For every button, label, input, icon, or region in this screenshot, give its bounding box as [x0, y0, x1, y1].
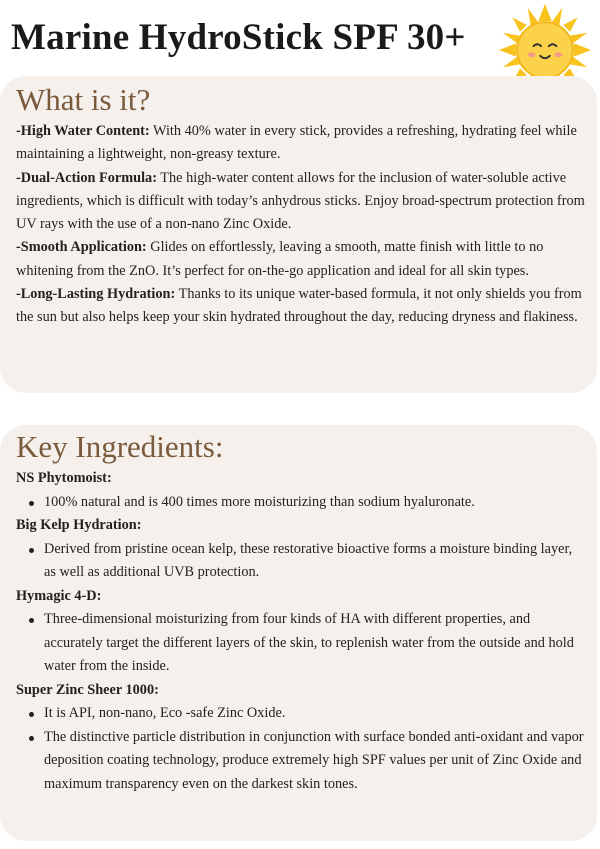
feature-label: -High Water Content: — [16, 123, 150, 139]
key-ingredients-heading: Key Ingredients: — [16, 429, 224, 464]
page-title: Marine HydroStick SPF 30+ — [11, 17, 466, 58]
feature-text: With 40% water in every stick, provides a refreshing, hydrating feel while maintaining a lightweight, non-greasy texture. — [16, 123, 577, 163]
what-is-it-heading: What is it? — [16, 82, 151, 117]
ingredient-points — [16, 608, 587, 679]
what-is-it-list — [16, 120, 587, 330]
ingredient-point: Three-dimensional moisturizing from four kinds of HA with different properties, and accurately target the different layers of the skin, to replenish water from the outside and hold water from the inside. — [44, 608, 587, 679]
feature-text: Thanks to its unique water-based formula, it not only shields you from the sun but also helps keep your skin hydrated throughout the day, reducing dryness and flakiness. — [16, 286, 582, 326]
ingredient-name: Super Zinc Sheer 1000: — [16, 681, 159, 698]
feature-label: -Dual-Action Formula: — [16, 169, 157, 186]
feature-text: Glides on effortlessly, leaving a smooth, matte finish with little to no whitening from the ZnO. It’s perfect for on-the-go application and ideal for all skin types. — [16, 239, 544, 279]
ingredients-list — [16, 467, 587, 796]
feature-paragraph — [16, 120, 587, 167]
feature-paragraph — [16, 283, 587, 330]
feature-paragraph — [16, 236, 587, 283]
ingredient-point: It is API, non-nano, Eco -safe Zinc Oxide. — [44, 702, 587, 726]
ingredient-name: Hymagic 4-D: — [16, 587, 102, 604]
ingredient-point: 100% natural and is 400 times more moisturizing than sodium hyaluronate. — [44, 491, 587, 515]
ingredient-points — [16, 491, 587, 515]
ingredient-point: Derived from pristine ocean kelp, these restorative bioactive forms a moisture binding layer, as well as additional UVB protection. — [44, 538, 587, 585]
feature-label: -Long-Lasting Hydration: — [16, 286, 176, 303]
ingredient-points — [16, 702, 587, 796]
key-ingredients-card — [0, 425, 597, 841]
feature-paragraph — [16, 167, 587, 237]
ingredient-points — [16, 538, 587, 585]
what-is-it-card — [0, 76, 597, 393]
feature-label: -Smooth Application: — [16, 239, 147, 256]
ingredient-point: The distinctive particle distribution in conjunction with surface bonded anti-oxidant and vapor deposition coating technology, produce extremely high SPF values per unit of Zinc Oxide and maximum transparency even on the darkest skin tones. — [44, 726, 587, 797]
feature-text: The high-water content allows for the inclusion of water-soluble active ingredients, which is difficult with today’s anhydrous sticks. Enjoy broad-spectrum protection from UV rays with the use of a non-nano Zinc Oxide. — [16, 169, 585, 233]
ingredient-name: Big Kelp Hydration: — [16, 517, 142, 533]
ingredient-name: NS Phytomoist: — [16, 470, 112, 486]
